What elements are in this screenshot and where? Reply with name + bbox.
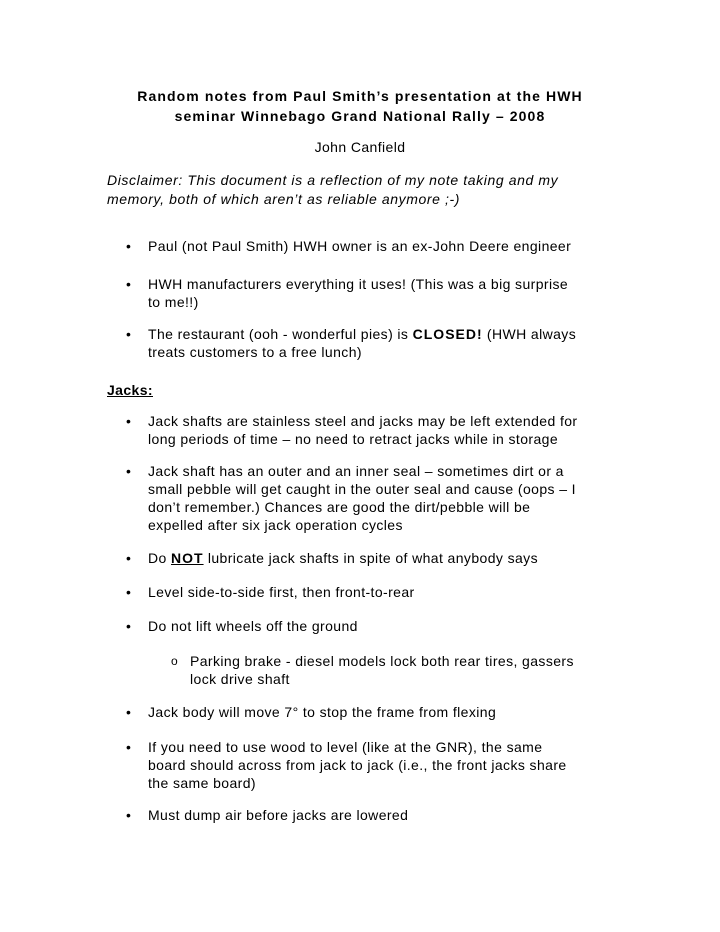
jacks-bullet-5 xyxy=(148,617,623,635)
lubricate-text: lubricate jack shafts in spite of what anybody says xyxy=(203,550,538,566)
restaurant-text-after: (HWH always xyxy=(482,326,577,342)
jacks-bullet-3 xyxy=(148,549,623,567)
author-name: John Canfield xyxy=(314,139,406,155)
jacks-sub-bullet-1-line-1: o Parking brake - diesel models lock both rear tires, gassers xyxy=(190,653,574,669)
do-text: Do xyxy=(148,550,171,566)
disclaimer-line-1: Disclaimer: This document is a reflection of my note taking and my xyxy=(107,172,559,188)
disclaimer-line-2: memory, both of which aren’t as reliable anymore ;-) xyxy=(107,191,461,207)
jacks-heading: Jacks: xyxy=(107,382,153,398)
jacks-bullet-6 xyxy=(148,703,623,721)
not-emphasis: NOT xyxy=(171,550,204,566)
intro-bullet-2-line-1: • HWH manufacturers everything it uses! (This was a big surprise xyxy=(148,276,569,292)
jacks-bullet-1-line-2: long periods of time – no need to retract jacks while in storage xyxy=(148,431,559,447)
jacks-bullet-1 xyxy=(148,412,623,448)
jacks-bullet-1-line-1: • Jack shafts are stainless steel and jacks may be left extended for xyxy=(148,413,578,429)
jacks-bullet-7-line-1: • If you need to use wood to level (like at the GNR), the same xyxy=(148,739,543,755)
jacks-bullet-2 xyxy=(148,462,623,534)
jacks-bullet-2-line-3: don’t remember.) Chances are good the dirt/pebble will be xyxy=(148,499,531,515)
jacks-bullet-3-line-1 xyxy=(148,549,623,567)
title-line-2: seminar Winnebago Grand National Rally – 2008 xyxy=(174,108,546,124)
intro-bullet-3-line-1 xyxy=(148,325,623,343)
intro-bullet-2-line-2: to me!!) xyxy=(148,294,199,310)
intro-bullet-1 xyxy=(148,237,623,255)
jacks-bullet-8-text: • Must dump air before jacks are lowered xyxy=(148,807,409,823)
intro-bullet-2 xyxy=(148,275,623,311)
jacks-bullet-7-line-2: board should across from jack to jack (i.e., the front jacks share xyxy=(148,757,567,773)
jacks-sub-bullet-1-line-2: lock drive shaft xyxy=(190,671,290,687)
intro-bullet-1-text: • Paul (not Paul Smith) HWH owner is an ex-John Deere engineer xyxy=(148,238,572,254)
jacks-bullet-5-text: • Do not lift wheels off the ground xyxy=(148,618,358,634)
jacks-bullet-2-line-1: • Jack shaft has an outer and an inner seal – sometimes dirt or a xyxy=(148,463,564,479)
jacks-bullet-4-text: • Level side-to-side first, then front-to-rear xyxy=(148,584,415,600)
jacks-bullet-7 xyxy=(148,738,623,792)
closed-emphasis: CLOSED! xyxy=(412,326,483,342)
jacks-bullet-2-line-4: expelled after six jack operation cycles xyxy=(148,517,403,533)
restaurant-text-before: The restaurant (ooh - wonderful pies) is xyxy=(148,326,413,342)
disclaimer xyxy=(107,171,617,209)
jacks-bullet-6-text: • Jack body will move 7° to stop the frame from flexing xyxy=(148,704,497,720)
jacks-bullet-7-line-3: the same board) xyxy=(148,775,256,791)
document-title xyxy=(100,86,620,126)
title-line-1: Random notes from Paul Smith’s presentation at the HWH xyxy=(137,88,583,104)
intro-bullet-3-line-2: treats customers to a free lunch) xyxy=(148,344,362,360)
intro-bullet-3 xyxy=(148,325,623,361)
jacks-bullet-8 xyxy=(148,806,623,824)
jacks-bullet-4 xyxy=(148,583,623,601)
jacks-sub-bullet-1 xyxy=(190,652,620,688)
jacks-bullet-2-line-2: small pebble will get caught in the outer seal and cause (oops – I xyxy=(148,481,576,497)
